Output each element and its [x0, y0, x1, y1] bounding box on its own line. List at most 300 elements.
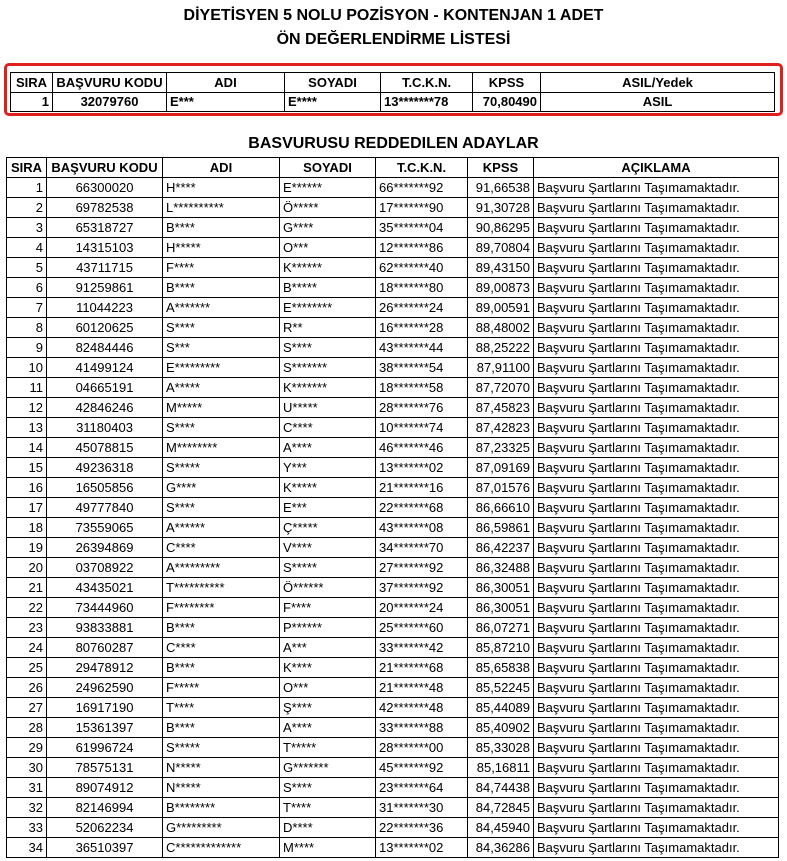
cell-adi: E*** [167, 93, 285, 112]
cell-aciklama: Başvuru Şartlarını Taşımamaktadır. [534, 298, 779, 318]
cell-soyadi: S******* [280, 358, 376, 378]
cell-basvuru-kodu: 24962590 [47, 678, 163, 698]
cell-soyadi: Ö****** [280, 578, 376, 598]
cell-soyadi: S***** [280, 558, 376, 578]
table-row [7, 638, 779, 658]
cell-aciklama: Başvuru Şartlarını Taşımamaktadır. [534, 678, 779, 698]
cell-soyadi: K**** [280, 658, 376, 678]
table-row [7, 838, 779, 858]
table-row [7, 738, 779, 758]
asil-table [10, 72, 775, 112]
table-row [7, 278, 779, 298]
cell-sira: 21 [7, 578, 47, 598]
cell-basvuru-kodu: 43435021 [47, 578, 163, 598]
cell-basvuru-kodu: 82146994 [47, 798, 163, 818]
cell-sira: 26 [7, 678, 47, 698]
table-row [7, 458, 779, 478]
cell-soyadi: O*** [280, 678, 376, 698]
cell-basvuru-kodu: 66300020 [47, 178, 163, 198]
cell-sira: 8 [7, 318, 47, 338]
cell-aciklama: Başvuru Şartlarını Taşımamaktadır. [534, 578, 779, 598]
cell-tckn: 35*******04 [376, 218, 468, 238]
cell-basvuru-kodu: 52062234 [47, 818, 163, 838]
cell-soyadi: T***** [280, 738, 376, 758]
cell-basvuru-kodu: 65318727 [47, 218, 163, 238]
cell-kpss: 88,25222 [468, 338, 534, 358]
cell-sira: 1 [11, 93, 53, 112]
cell-basvuru-kodu: 15361397 [47, 718, 163, 738]
col-header-aciklama: AÇIKLAMA [534, 158, 779, 178]
cell-sira: 28 [7, 718, 47, 738]
cell-tckn: 43*******08 [376, 518, 468, 538]
cell-aciklama: Başvuru Şartlarını Taşımamaktadır. [534, 318, 779, 338]
cell-kpss: 84,74438 [468, 778, 534, 798]
cell-kpss: 84,72845 [468, 798, 534, 818]
col-header-soyadi: SOYADI [280, 158, 376, 178]
cell-basvuru-kodu: 45078815 [47, 438, 163, 458]
cell-sira: 15 [7, 458, 47, 478]
cell-tckn: 28*******76 [376, 398, 468, 418]
cell-aciklama: Başvuru Şartlarını Taşımamaktadır. [534, 338, 779, 358]
table-row [7, 618, 779, 638]
cell-tckn: 10*******74 [376, 418, 468, 438]
col-header-adi: ADI [163, 158, 280, 178]
table-row [7, 298, 779, 318]
table-row [7, 258, 779, 278]
cell-tckn: 66*******92 [376, 178, 468, 198]
cell-aciklama: Başvuru Şartlarını Taşımamaktadır. [534, 658, 779, 678]
cell-aciklama: Başvuru Şartlarını Taşımamaktadır. [534, 398, 779, 418]
cell-kpss: 84,36286 [468, 838, 534, 858]
cell-kpss: 87,23325 [468, 438, 534, 458]
cell-soyadi: E******** [280, 298, 376, 318]
cell-aciklama: Başvuru Şartlarını Taşımamaktadır. [534, 258, 779, 278]
cell-basvuru-kodu: 73444960 [47, 598, 163, 618]
cell-adi: C************* [163, 838, 280, 858]
col-header-kpss: KPSS [468, 158, 534, 178]
cell-adi: B**** [163, 218, 280, 238]
cell-tckn: 17*******90 [376, 198, 468, 218]
cell-kpss: 86,59861 [468, 518, 534, 538]
cell-aciklama: Başvuru Şartlarını Taşımamaktadır. [534, 218, 779, 238]
cell-aciklama: Başvuru Şartlarını Taşımamaktadır. [534, 378, 779, 398]
cell-sira: 4 [7, 238, 47, 258]
cell-soyadi: K****** [280, 258, 376, 278]
cell-asil-yedek: ASIL [541, 93, 775, 112]
cell-kpss: 86,32488 [468, 558, 534, 578]
cell-adi: F**** [163, 258, 280, 278]
cell-tckn: 22*******36 [376, 818, 468, 838]
cell-tckn: 26*******24 [376, 298, 468, 318]
cell-tckn: 12*******86 [376, 238, 468, 258]
cell-basvuru-kodu: 03708922 [47, 558, 163, 578]
cell-basvuru-kodu: 16505856 [47, 478, 163, 498]
cell-aciklama: Başvuru Şartlarını Taşımamaktadır. [534, 358, 779, 378]
cell-aciklama: Başvuru Şartlarını Taşımamaktadır. [534, 598, 779, 618]
page-subtitle: ÖN DEĞERLENDİRME LİSTESİ [276, 31, 511, 48]
cell-tckn: 33*******42 [376, 638, 468, 658]
cell-adi: S**** [163, 318, 280, 338]
table-row [7, 758, 779, 778]
cell-sira: 20 [7, 558, 47, 578]
cell-tckn: 37*******92 [376, 578, 468, 598]
cell-basvuru-kodu: 42846246 [47, 398, 163, 418]
col-header-sira: SIRA [7, 158, 47, 178]
cell-kpss: 70,80490 [473, 93, 541, 112]
table-row [7, 418, 779, 438]
cell-sira: 16 [7, 478, 47, 498]
cell-tckn: 34*******70 [376, 538, 468, 558]
cell-basvuru-kodu: 04665191 [47, 378, 163, 398]
cell-soyadi: F**** [280, 598, 376, 618]
cell-soyadi: G******* [280, 758, 376, 778]
cell-adi: S*** [163, 338, 280, 358]
cell-basvuru-kodu: 73559065 [47, 518, 163, 538]
cell-kpss: 90,86295 [468, 218, 534, 238]
cell-tckn: 22*******68 [376, 498, 468, 518]
col-header-tckn: T.C.K.N. [376, 158, 468, 178]
cell-soyadi: A**** [280, 718, 376, 738]
cell-kpss: 84,45940 [468, 818, 534, 838]
cell-kpss: 86,07271 [468, 618, 534, 638]
cell-adi: B******** [163, 798, 280, 818]
cell-kpss: 89,70804 [468, 238, 534, 258]
cell-tckn: 62*******40 [376, 258, 468, 278]
table-row [7, 498, 779, 518]
cell-adi: N***** [163, 778, 280, 798]
rejected-title: BASVURUSU REDDEDILEN ADAYLAR [248, 135, 539, 152]
cell-adi: A****** [163, 518, 280, 538]
cell-soyadi: A*** [280, 638, 376, 658]
table-row [7, 818, 779, 838]
table-row [7, 658, 779, 678]
cell-basvuru-kodu: 82484446 [47, 338, 163, 358]
cell-adi: S**** [163, 498, 280, 518]
cell-soyadi: S**** [280, 338, 376, 358]
cell-aciklama: Başvuru Şartlarını Taşımamaktadır. [534, 698, 779, 718]
cell-sira: 30 [7, 758, 47, 778]
cell-aciklama: Başvuru Şartlarını Taşımamaktadır. [534, 538, 779, 558]
cell-adi: A******* [163, 298, 280, 318]
cell-adi: M***** [163, 398, 280, 418]
cell-soyadi: K******* [280, 378, 376, 398]
cell-aciklama: Başvuru Şartlarını Taşımamaktadır. [534, 198, 779, 218]
cell-adi: B**** [163, 658, 280, 678]
cell-aciklama: Başvuru Şartlarını Taşımamaktadır. [534, 498, 779, 518]
cell-soyadi: C**** [280, 418, 376, 438]
table-row [7, 398, 779, 418]
cell-sira: 31 [7, 778, 47, 798]
cell-soyadi: Ö***** [280, 198, 376, 218]
cell-basvuru-kodu: 43711715 [47, 258, 163, 278]
table-row [7, 798, 779, 818]
cell-sira: 7 [7, 298, 47, 318]
cell-aciklama: Başvuru Şartlarını Taşımamaktadır. [534, 738, 779, 758]
cell-tckn: 27*******92 [376, 558, 468, 578]
cell-aciklama: Başvuru Şartlarını Taşımamaktadır. [534, 838, 779, 858]
table-row [7, 478, 779, 498]
col-header-soyadi: SOYADI [285, 73, 381, 93]
col-header-kpss: KPSS [473, 73, 541, 93]
cell-basvuru-kodu: 69782538 [47, 198, 163, 218]
table-row [7, 238, 779, 258]
cell-kpss: 89,43150 [468, 258, 534, 278]
cell-soyadi: S**** [280, 778, 376, 798]
cell-adi: F******** [163, 598, 280, 618]
cell-aciklama: Başvuru Şartlarını Taşımamaktadır. [534, 458, 779, 478]
cell-sira: 13 [7, 418, 47, 438]
table-row [7, 518, 779, 538]
cell-sira: 2 [7, 198, 47, 218]
col-header-sira: SIRA [11, 73, 53, 93]
cell-adi: T********** [163, 578, 280, 598]
cell-kpss: 88,48002 [468, 318, 534, 338]
table-row [7, 198, 779, 218]
cell-sira: 34 [7, 838, 47, 858]
cell-adi: H**** [163, 178, 280, 198]
cell-sira: 27 [7, 698, 47, 718]
cell-sira: 33 [7, 818, 47, 838]
table-row [7, 318, 779, 338]
cell-tckn: 13*******02 [376, 458, 468, 478]
table-row [7, 678, 779, 698]
cell-tckn: 25*******60 [376, 618, 468, 638]
cell-adi: C**** [163, 638, 280, 658]
cell-tckn: 21*******48 [376, 678, 468, 698]
cell-basvuru-kodu: 49777840 [47, 498, 163, 518]
cell-basvuru-kodu: 29478912 [47, 658, 163, 678]
cell-adi: G********* [163, 818, 280, 838]
cell-basvuru-kodu: 49236318 [47, 458, 163, 478]
cell-soyadi: A**** [280, 438, 376, 458]
cell-soyadi: V**** [280, 538, 376, 558]
cell-adi: A***** [163, 378, 280, 398]
cell-tckn: 16*******28 [376, 318, 468, 338]
cell-adi: S**** [163, 418, 280, 438]
cell-basvuru-kodu: 41499124 [47, 358, 163, 378]
cell-sira: 25 [7, 658, 47, 678]
cell-tckn: 23*******64 [376, 778, 468, 798]
cell-kpss: 85,40902 [468, 718, 534, 738]
cell-sira: 24 [7, 638, 47, 658]
cell-soyadi: D**** [280, 818, 376, 838]
cell-kpss: 86,66610 [468, 498, 534, 518]
cell-kpss: 86,30051 [468, 598, 534, 618]
cell-basvuru-kodu: 89074912 [47, 778, 163, 798]
cell-basvuru-kodu: 91259861 [47, 278, 163, 298]
cell-soyadi: Ç***** [280, 518, 376, 538]
cell-soyadi: Ş**** [280, 698, 376, 718]
cell-adi: B**** [163, 718, 280, 738]
cell-aciklama: Başvuru Şartlarını Taşımamaktadır. [534, 278, 779, 298]
cell-sira: 22 [7, 598, 47, 618]
cell-aciklama: Başvuru Şartlarını Taşımamaktadır. [534, 478, 779, 498]
cell-aciklama: Başvuru Şartlarını Taşımamaktadır. [534, 718, 779, 738]
cell-kpss: 89,00591 [468, 298, 534, 318]
cell-kpss: 91,66538 [468, 178, 534, 198]
cell-basvuru-kodu: 60120625 [47, 318, 163, 338]
cell-tckn: 21*******68 [376, 658, 468, 678]
page-title: DİYETİSYEN 5 NOLU POZİSYON - KONTENJAN 1 ADET [183, 7, 604, 24]
table-row [7, 218, 779, 238]
cell-sira: 29 [7, 738, 47, 758]
cell-basvuru-kodu: 32079760 [53, 93, 167, 112]
table-row [7, 178, 779, 198]
table-row [7, 378, 779, 398]
cell-kpss: 85,44089 [468, 698, 534, 718]
cell-adi: B**** [163, 618, 280, 638]
cell-tckn: 43*******44 [376, 338, 468, 358]
cell-sira: 5 [7, 258, 47, 278]
cell-basvuru-kodu: 93833881 [47, 618, 163, 638]
cell-soyadi: G**** [280, 218, 376, 238]
cell-aciklama: Başvuru Şartlarını Taşımamaktadır. [534, 798, 779, 818]
cell-aciklama: Başvuru Şartlarını Taşımamaktadır. [534, 518, 779, 538]
cell-kpss: 85,33028 [468, 738, 534, 758]
cell-soyadi: M**** [280, 838, 376, 858]
cell-tckn: 42*******48 [376, 698, 468, 718]
cell-basvuru-kodu: 16917190 [47, 698, 163, 718]
cell-sira: 9 [7, 338, 47, 358]
cell-kpss: 86,30051 [468, 578, 534, 598]
col-header-basvuru-kodu: BAŞVURU KODU [47, 158, 163, 178]
cell-kpss: 87,09169 [468, 458, 534, 478]
cell-adi: T**** [163, 698, 280, 718]
cell-tckn: 20*******24 [376, 598, 468, 618]
col-header-asil-yedek: ASIL/Yedek [541, 73, 775, 93]
cell-kpss: 87,01576 [468, 478, 534, 498]
cell-kpss: 87,42823 [468, 418, 534, 438]
cell-basvuru-kodu: 14315103 [47, 238, 163, 258]
cell-sira: 14 [7, 438, 47, 458]
cell-soyadi: P****** [280, 618, 376, 638]
cell-tckn: 21*******16 [376, 478, 468, 498]
cell-tckn: 18*******80 [376, 278, 468, 298]
asil-row [11, 93, 775, 112]
cell-kpss: 85,65838 [468, 658, 534, 678]
cell-sira: 1 [7, 178, 47, 198]
cell-sira: 19 [7, 538, 47, 558]
cell-aciklama: Başvuru Şartlarını Taşımamaktadır. [534, 238, 779, 258]
cell-adi: H***** [163, 238, 280, 258]
cell-tckn: 31*******30 [376, 798, 468, 818]
cell-aciklama: Başvuru Şartlarını Taşımamaktadır. [534, 418, 779, 438]
table-row [7, 598, 779, 618]
cell-tckn: 45*******92 [376, 758, 468, 778]
cell-kpss: 86,42237 [468, 538, 534, 558]
cell-basvuru-kodu: 26394869 [47, 538, 163, 558]
cell-soyadi: E**** [285, 93, 381, 112]
cell-kpss: 85,87210 [468, 638, 534, 658]
cell-kpss: 89,00873 [468, 278, 534, 298]
table-row [7, 438, 779, 458]
table-row [7, 538, 779, 558]
cell-tckn: 46*******46 [376, 438, 468, 458]
cell-soyadi: K***** [280, 478, 376, 498]
cell-sira: 17 [7, 498, 47, 518]
cell-soyadi: O*** [280, 238, 376, 258]
cell-kpss: 85,52245 [468, 678, 534, 698]
table-row [7, 338, 779, 358]
cell-kpss: 87,72070 [468, 378, 534, 398]
cell-sira: 3 [7, 218, 47, 238]
cell-kpss: 85,16811 [468, 758, 534, 778]
cell-soyadi: R** [280, 318, 376, 338]
cell-basvuru-kodu: 31180403 [47, 418, 163, 438]
cell-basvuru-kodu: 36510397 [47, 838, 163, 858]
cell-aciklama: Başvuru Şartlarını Taşımamaktadır. [534, 438, 779, 458]
cell-aciklama: Başvuru Şartlarını Taşımamaktadır. [534, 558, 779, 578]
cell-sira: 23 [7, 618, 47, 638]
cell-sira: 6 [7, 278, 47, 298]
cell-tckn: 33*******88 [376, 718, 468, 738]
cell-adi: L********** [163, 198, 280, 218]
cell-tckn: 28*******00 [376, 738, 468, 758]
table-row [7, 558, 779, 578]
cell-adi: B**** [163, 278, 280, 298]
cell-sira: 12 [7, 398, 47, 418]
col-header-tckn: T.C.K.N. [381, 73, 473, 93]
cell-soyadi: Y*** [280, 458, 376, 478]
cell-tckn: 13*******78 [381, 93, 473, 112]
cell-sira: 10 [7, 358, 47, 378]
cell-aciklama: Başvuru Şartlarını Taşımamaktadır. [534, 618, 779, 638]
cell-tckn: 38*******54 [376, 358, 468, 378]
cell-aciklama: Başvuru Şartlarını Taşımamaktadır. [534, 778, 779, 798]
cell-aciklama: Başvuru Şartlarını Taşımamaktadır. [534, 818, 779, 838]
cell-basvuru-kodu: 78575131 [47, 758, 163, 778]
rejected-header-row [7, 158, 779, 178]
cell-soyadi: E****** [280, 178, 376, 198]
cell-basvuru-kodu: 11044223 [47, 298, 163, 318]
cell-aciklama: Başvuru Şartlarını Taşımamaktadır. [534, 638, 779, 658]
cell-soyadi: U***** [280, 398, 376, 418]
cell-adi: A********* [163, 558, 280, 578]
cell-adi: F***** [163, 678, 280, 698]
cell-sira: 18 [7, 518, 47, 538]
asil-header-row [11, 73, 775, 93]
table-row [7, 698, 779, 718]
col-header-adi: ADI [167, 73, 285, 93]
cell-adi: N***** [163, 758, 280, 778]
cell-adi: E********* [163, 358, 280, 378]
table-row [7, 718, 779, 738]
cell-tckn: 13*******02 [376, 838, 468, 858]
cell-adi: S***** [163, 738, 280, 758]
cell-adi: S***** [163, 458, 280, 478]
cell-soyadi: T**** [280, 798, 376, 818]
cell-tckn: 18*******58 [376, 378, 468, 398]
col-header-basvuru-kodu: BAŞVURU KODU [53, 73, 167, 93]
cell-aciklama: Başvuru Şartlarını Taşımamaktadır. [534, 758, 779, 778]
cell-basvuru-kodu: 61996724 [47, 738, 163, 758]
cell-adi: G**** [163, 478, 280, 498]
cell-kpss: 87,45823 [468, 398, 534, 418]
cell-aciklama: Başvuru Şartlarını Taşımamaktadır. [534, 178, 779, 198]
cell-sira: 11 [7, 378, 47, 398]
cell-adi: C**** [163, 538, 280, 558]
table-row [7, 578, 779, 598]
table-row [7, 778, 779, 798]
table-row [7, 358, 779, 378]
cell-soyadi: E*** [280, 498, 376, 518]
cell-adi: M******** [163, 438, 280, 458]
cell-sira: 32 [7, 798, 47, 818]
cell-basvuru-kodu: 80760287 [47, 638, 163, 658]
rejected-table [6, 157, 779, 858]
cell-kpss: 87,91100 [468, 358, 534, 378]
cell-kpss: 91,30728 [468, 198, 534, 218]
